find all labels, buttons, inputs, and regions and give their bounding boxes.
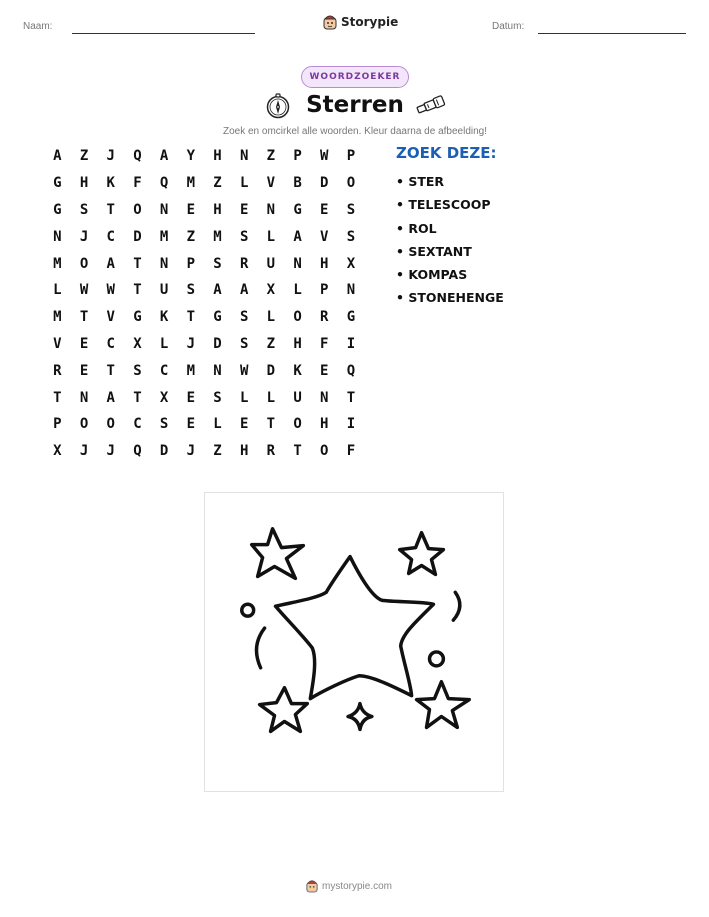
grid-letter[interactable]: L	[159, 335, 169, 352]
grid-letter[interactable]: L	[213, 416, 222, 433]
grid-letter[interactable]: T	[106, 362, 115, 379]
grid-letter[interactable]: D	[213, 335, 222, 352]
grid-letter[interactable]: D	[266, 362, 276, 379]
grid-letter[interactable]: E	[186, 389, 195, 406]
grid-letter[interactable]: T	[53, 389, 62, 406]
grid-letter[interactable]: G	[53, 201, 62, 218]
grid-letter[interactable]: G	[213, 309, 222, 326]
grid-letter[interactable]: I	[346, 416, 356, 433]
grid-letter[interactable]: V	[53, 335, 62, 352]
grid-letter[interactable]: A	[213, 282, 222, 299]
grid-letter[interactable]: G	[53, 175, 62, 192]
puzzle-type-badge: WOORDZOEKER	[301, 66, 409, 88]
small-circle-right	[429, 652, 443, 666]
grid-letter[interactable]: Q	[159, 175, 169, 192]
grid-letter[interactable]: Z	[213, 443, 222, 460]
grid-letter[interactable]: O	[293, 416, 302, 433]
grid-letter[interactable]: H	[213, 201, 222, 218]
small-circle-left	[242, 604, 254, 616]
grid-letter[interactable]: F	[346, 443, 356, 460]
grid-letter[interactable]: M	[186, 175, 195, 192]
grid-letter[interactable]: T	[133, 255, 142, 272]
grid-letter[interactable]: O	[346, 175, 356, 192]
grid-letter[interactable]: O	[133, 201, 142, 218]
grid-letter[interactable]: O	[320, 443, 329, 460]
grid-letter[interactable]: I	[346, 335, 356, 352]
grid-letter[interactable]: E	[239, 416, 249, 433]
grid-letter[interactable]: K	[159, 309, 169, 326]
grid-letter[interactable]: J	[186, 443, 195, 460]
grid-letter[interactable]: E	[186, 201, 195, 218]
grid-letter[interactable]: D	[320, 175, 329, 192]
grid-letter[interactable]: J	[79, 443, 89, 460]
footer-url: mystorypie.com	[322, 880, 393, 892]
small-star-top-right	[400, 533, 444, 575]
grid-letter[interactable]: L	[266, 309, 276, 326]
grid-letter[interactable]: U	[159, 282, 169, 299]
grid-letter[interactable]: O	[293, 309, 302, 326]
letter-grid	[44, 143, 364, 465]
grid-letter[interactable]: R	[53, 362, 62, 379]
grid-letter[interactable]: J	[79, 228, 89, 245]
grid-letter[interactable]: C	[106, 228, 115, 245]
grid-letter[interactable]: M	[53, 309, 62, 326]
word-list-item: • KOMPAS	[396, 267, 468, 283]
grid-letter[interactable]: L	[53, 282, 62, 299]
grid-letter[interactable]: S	[239, 335, 249, 352]
grid-letter[interactable]: T	[293, 443, 302, 460]
grid-letter[interactable]: Z	[213, 175, 222, 192]
grid-letter[interactable]: A	[106, 389, 115, 406]
grid-letter[interactable]: E	[79, 362, 89, 379]
grid-letter[interactable]: T	[346, 389, 356, 406]
grid-letter[interactable]: S	[213, 389, 222, 406]
grid-letter[interactable]: H	[293, 335, 302, 352]
grid-letter[interactable]: T	[79, 309, 89, 326]
grid-letter[interactable]: E	[186, 416, 195, 433]
word-list-title: ZOEK DEZE:	[396, 144, 497, 162]
grid-letter[interactable]: W	[239, 362, 249, 379]
big-star	[276, 557, 434, 699]
grid-letter[interactable]: W	[320, 148, 329, 165]
grid-letter[interactable]: M	[53, 255, 62, 272]
grid-letter[interactable]: A	[159, 148, 169, 165]
grid-letter[interactable]: P	[53, 416, 62, 433]
grid-letter[interactable]: B	[293, 175, 302, 192]
grid-letter[interactable]: J	[186, 335, 195, 352]
grid-letter[interactable]: S	[239, 228, 249, 245]
grid-letter[interactable]: S	[79, 201, 89, 218]
grid-letter[interactable]: X	[346, 255, 356, 272]
grid-letter[interactable]: K	[293, 362, 302, 379]
grid-letter[interactable]: X	[266, 282, 276, 299]
instructions: Zoek en omcirkel alle woorden. Kleur daarna de afbeelding!	[222, 126, 488, 137]
grid-letter[interactable]: S	[133, 362, 142, 379]
grid-letter[interactable]: D	[159, 443, 169, 460]
grid-letter[interactable]: N	[159, 255, 169, 272]
coloring-picture-frame	[204, 492, 504, 792]
grid-letter[interactable]: R	[239, 255, 249, 272]
grid-letter[interactable]: C	[133, 416, 142, 433]
grid-letter[interactable]: T	[133, 389, 142, 406]
footer	[306, 879, 392, 893]
grid-letter[interactable]: N	[239, 148, 249, 165]
grid-letter[interactable]: J	[106, 443, 115, 460]
small-star-bottom-right	[417, 682, 470, 728]
grid-letter[interactable]: O	[79, 416, 89, 433]
grid-letter[interactable]: A	[106, 255, 115, 272]
arc-right	[453, 592, 460, 620]
grid-letter[interactable]: S	[346, 201, 356, 218]
small-star-bottom-left	[260, 688, 308, 732]
telescope-icon	[414, 93, 448, 117]
compass-icon	[265, 93, 291, 119]
grid-letter[interactable]: M	[159, 228, 169, 245]
grid-letter[interactable]: N	[53, 228, 62, 245]
grid-letter[interactable]: J	[106, 148, 115, 165]
grid-letter[interactable]: V	[266, 175, 276, 192]
grid-letter[interactable]: O	[79, 255, 89, 272]
grid-letter[interactable]: Z	[79, 148, 89, 165]
grid-letter[interactable]: S	[346, 228, 356, 245]
brand-logo	[323, 14, 398, 30]
grid-letter[interactable]: M	[186, 362, 195, 379]
grid-letter[interactable]: G	[133, 309, 142, 326]
grid-letter[interactable]: F	[320, 335, 329, 352]
grid-letter[interactable]: X	[133, 335, 142, 352]
storypie-mascot-icon	[306, 879, 318, 893]
grid-letter[interactable]: W	[79, 282, 89, 299]
grid-letter[interactable]: W	[106, 282, 115, 299]
arc-left	[256, 628, 264, 668]
grid-letter[interactable]: Z	[266, 148, 276, 165]
grid-letter[interactable]: R	[320, 309, 329, 326]
grid-letter[interactable]: N	[320, 389, 329, 406]
grid-letter[interactable]: N	[213, 362, 222, 379]
grid-letter[interactable]: P	[186, 255, 195, 272]
grid-letter[interactable]: S	[213, 255, 222, 272]
grid-letter[interactable]: O	[106, 416, 115, 433]
page-title: Sterren	[306, 92, 404, 118]
grid-letter[interactable]: H	[320, 416, 329, 433]
grid-letter[interactable]: L	[293, 282, 302, 299]
grid-letter[interactable]: K	[106, 175, 115, 192]
grid-letter[interactable]: H	[213, 148, 222, 165]
grid-letter[interactable]: N	[346, 282, 356, 299]
grid-letter[interactable]: G	[293, 201, 302, 218]
grid-letter[interactable]: C	[106, 335, 115, 352]
grid-letter[interactable]: D	[133, 228, 142, 245]
grid-letter[interactable]: P	[293, 148, 302, 165]
small-star-top-left	[252, 529, 304, 579]
grid-letter[interactable]: E	[320, 362, 329, 379]
grid-letter[interactable]: E	[239, 201, 249, 218]
grid-letter[interactable]: L	[266, 389, 276, 406]
grid-letter[interactable]: U	[266, 255, 276, 272]
grid-letter[interactable]: E	[79, 335, 89, 352]
grid-letter[interactable]: T	[133, 282, 142, 299]
grid-letter[interactable]: M	[213, 228, 222, 245]
grid-letter[interactable]: N	[159, 201, 169, 218]
grid-letter[interactable]: V	[106, 309, 115, 326]
grid-letter[interactable]: H	[320, 255, 329, 272]
grid-letter[interactable]: S	[186, 282, 195, 299]
name-line	[72, 33, 255, 34]
date-label: Datum:	[492, 21, 525, 32]
grid-letter[interactable]: V	[320, 228, 329, 245]
word-list-item: • ROL	[396, 220, 437, 236]
word-list	[396, 170, 504, 310]
grid-letter[interactable]: F	[133, 175, 142, 192]
grid-letter[interactable]: S	[159, 416, 169, 433]
brand-name: Storypie	[341, 15, 399, 29]
grid-letter[interactable]: N	[266, 201, 276, 218]
stars-coloring-illustration	[205, 493, 503, 791]
grid-letter[interactable]: A	[53, 148, 62, 165]
storypie-mascot-icon	[323, 14, 337, 30]
name-label: Naam:	[23, 21, 53, 32]
sparkle-star	[348, 704, 372, 730]
grid-letter[interactable]: R	[266, 443, 276, 460]
grid-letter[interactable]: T	[266, 416, 276, 433]
word-list-item: • SEXTANT	[396, 243, 472, 259]
grid-letter[interactable]: X	[53, 443, 62, 460]
grid-letter[interactable]: L	[266, 228, 276, 245]
grid-letter[interactable]: H	[79, 175, 89, 192]
grid-letter[interactable]: A	[239, 282, 249, 299]
grid-letter[interactable]: L	[239, 175, 249, 192]
grid-letter[interactable]: T	[186, 309, 195, 326]
grid-letter[interactable]: L	[239, 389, 249, 406]
word-list-item: • STONEHENGE	[396, 290, 504, 306]
word-list-item: • STER	[396, 174, 445, 189]
grid-letter[interactable]: Y	[186, 148, 195, 165]
grid-letter[interactable]: X	[159, 389, 169, 406]
grid-letter[interactable]: A	[293, 228, 302, 245]
grid-letter[interactable]: P	[320, 282, 329, 299]
grid-letter[interactable]: S	[239, 309, 249, 326]
grid-letter[interactable]: Q	[133, 148, 142, 165]
grid-letter[interactable]: P	[346, 148, 356, 165]
grid-letter[interactable]: G	[346, 309, 356, 326]
grid-letter[interactable]: Q	[133, 443, 142, 460]
grid-letter[interactable]: Q	[346, 362, 356, 379]
grid-letter[interactable]: N	[293, 255, 302, 272]
grid-letter[interactable]: Z	[266, 335, 276, 352]
date-line	[538, 33, 686, 34]
grid-letter[interactable]: C	[159, 362, 169, 379]
grid-letter[interactable]: Z	[186, 228, 195, 245]
grid-letter[interactable]: H	[239, 443, 249, 460]
word-list-item: • TELESCOOP	[396, 197, 491, 213]
grid-letter[interactable]: E	[320, 201, 329, 218]
grid-letter[interactable]: T	[106, 201, 115, 218]
grid-letter[interactable]: N	[79, 389, 89, 406]
grid-letter[interactable]: U	[293, 389, 302, 406]
